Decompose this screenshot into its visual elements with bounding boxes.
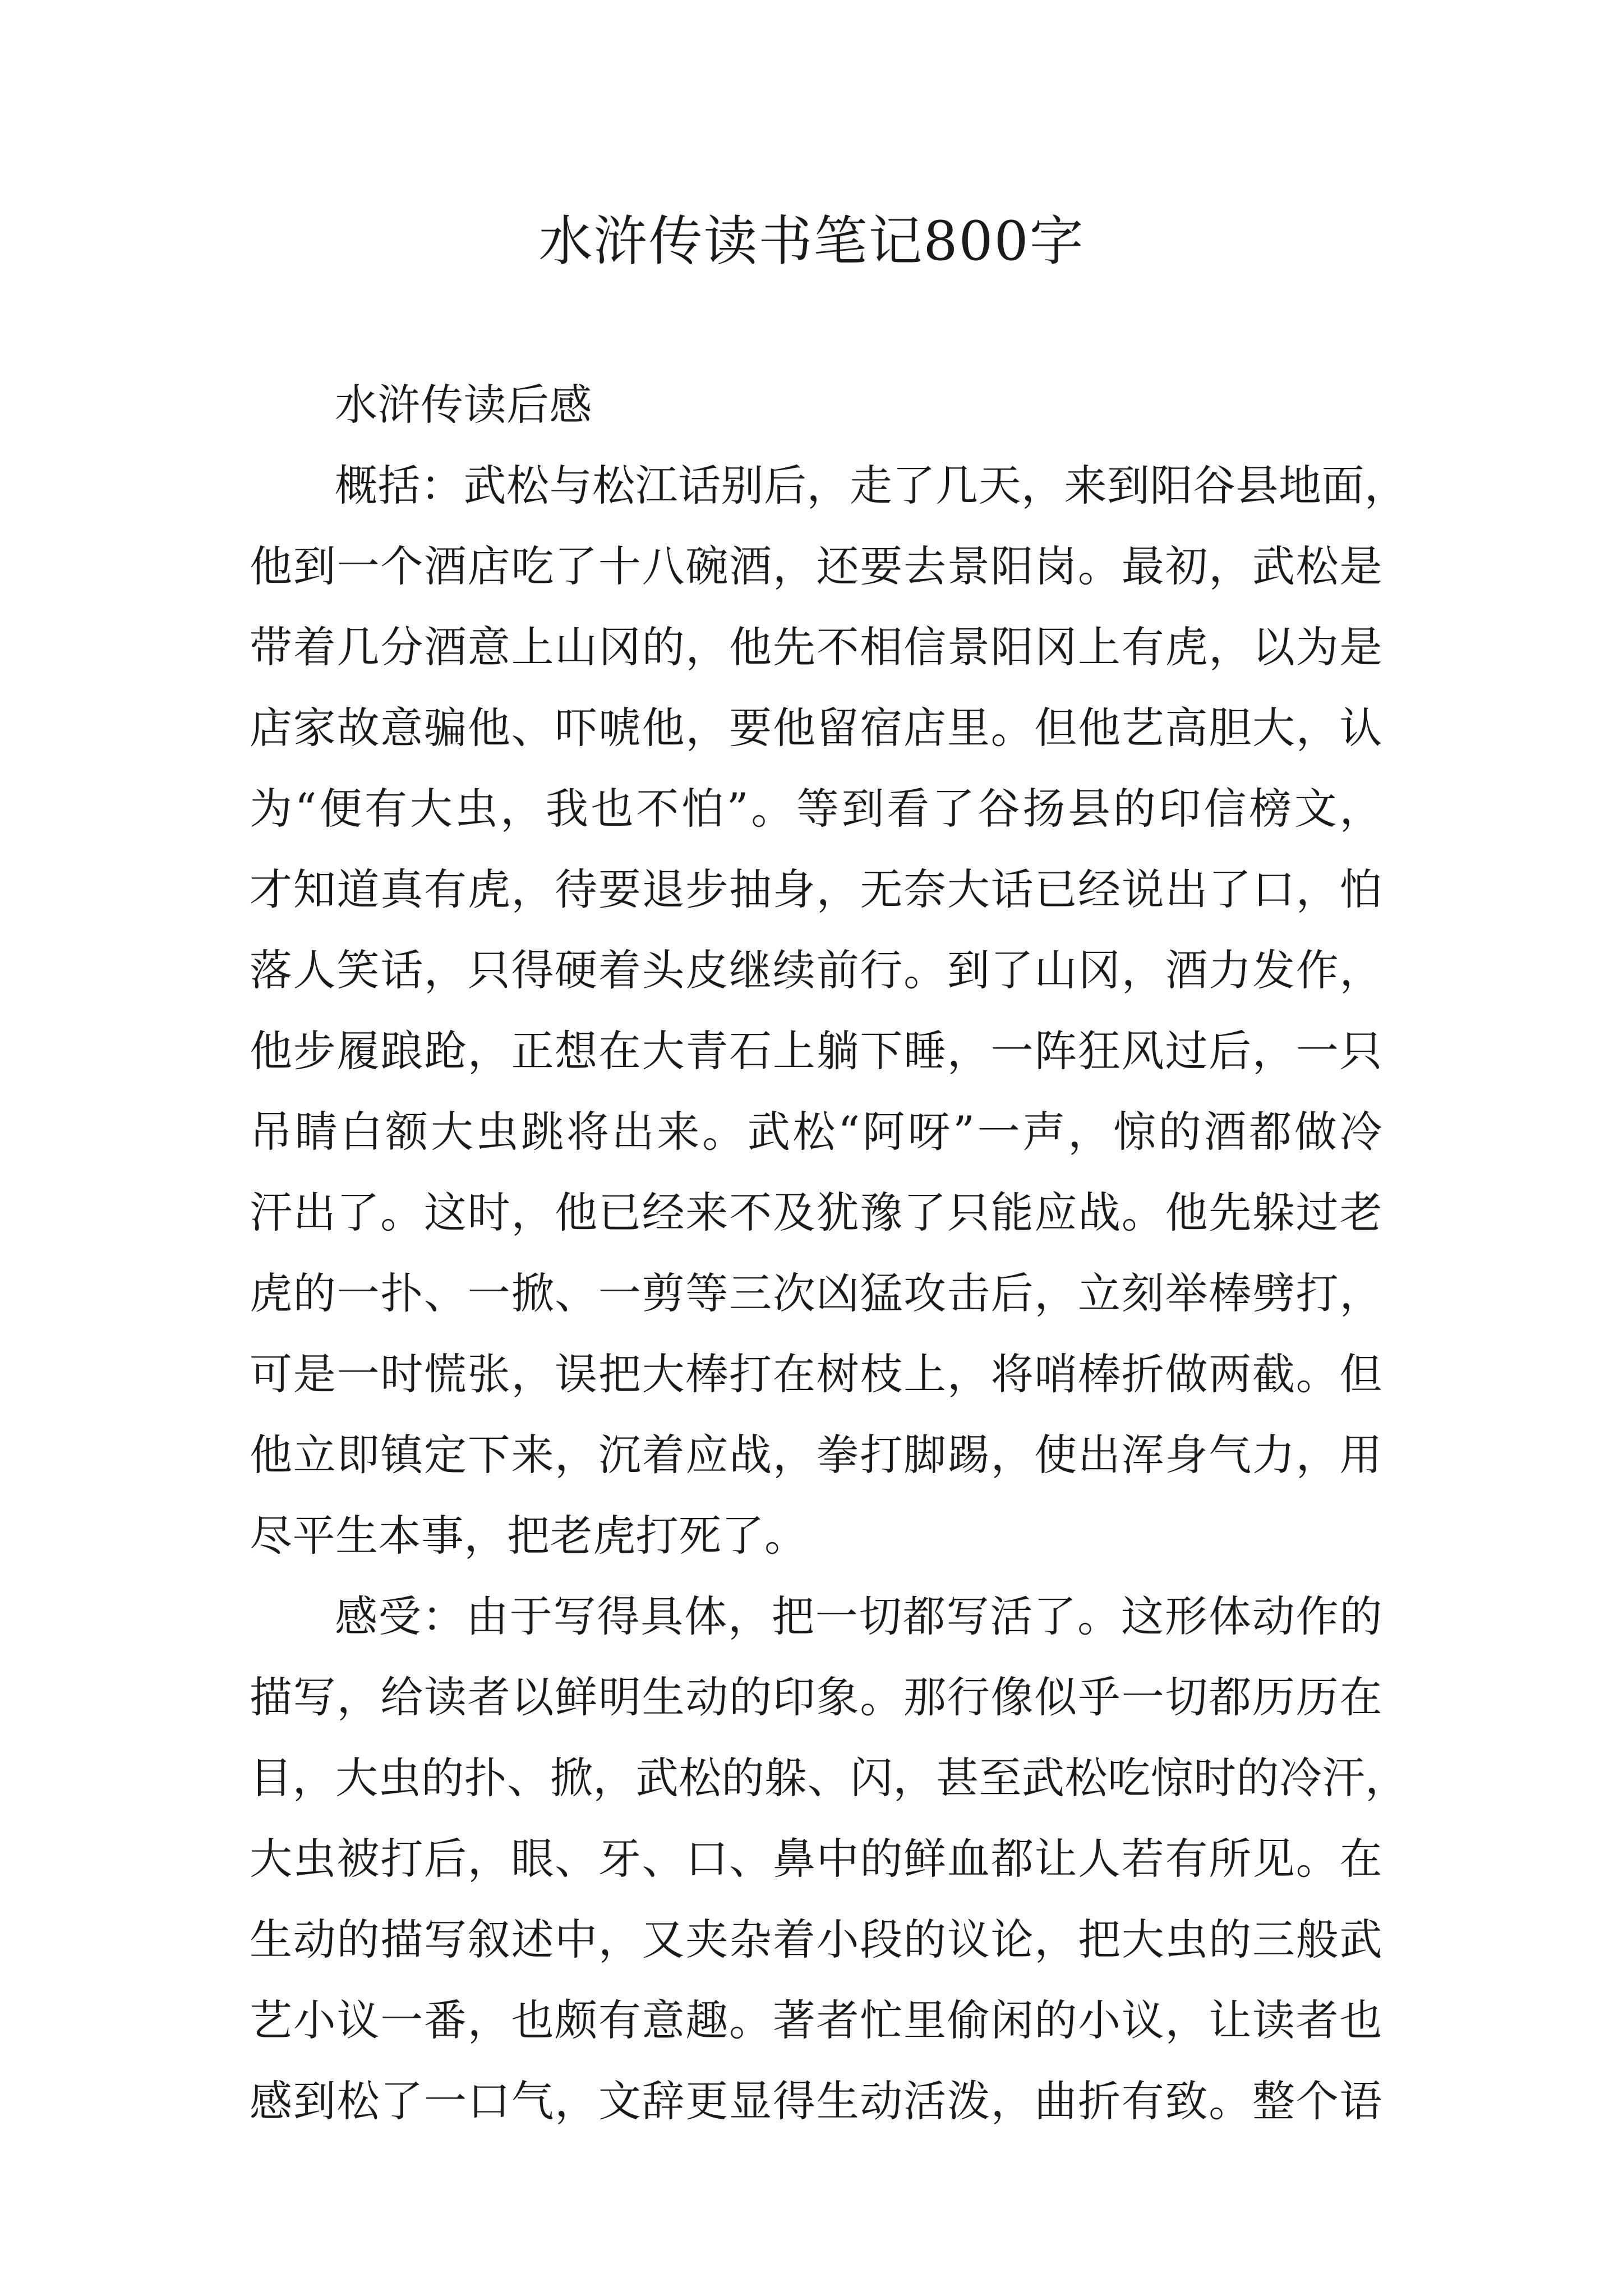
text-line: 他到一个酒店吃了十八碗酒，还要去景阳岗。最初，武松是 [250, 541, 1382, 591]
text-line: 概括：武松与松江话别后，走了几天，来到阳谷县地面， [335, 461, 1408, 510]
text-line: 他步履踉跄，正想在大青石上躺下睡，一阵狂风过后，一只 [250, 1026, 1382, 1076]
document-body [250, 365, 1408, 2142]
text-line: 他立即镇定下来，沉着应战，拳打脚踢，使出浑身气力，用 [250, 1430, 1382, 1480]
document-title: 水浒传读书笔记800字 [538, 210, 1085, 273]
text-line: 带着几分酒意上山冈的，他先不相信景阳冈上有虎，以为是 [250, 622, 1382, 672]
text-line: 虎的一扑、一掀、一剪等三次凶猛攻击后，立刻举棒劈打， [250, 1268, 1382, 1318]
text-line: 描写，给读者以鲜明生动的印象。那行像似乎一切都历历在 [250, 1672, 1382, 1722]
text-line: 生动的描写叙述中，又夹杂着小段的议论，把大虫的三般武 [250, 1915, 1382, 1964]
text-line: 大虫被打后，眼、牙、口、鼻中的鲜血都让人若有所见。在 [250, 1834, 1382, 1884]
text-line: 感到松了一口气，文辞更显得生动活泼，曲折有致。整个语 [250, 2076, 1382, 2126]
text-line: 可是一时慌张，误把大棒打在树枝上，将哨棒折做两截。但 [250, 1349, 1382, 1399]
text-line: 吊睛白额大虫跳将出来。武松“阿呀”一声，惊的酒都做冷 [250, 1107, 1382, 1157]
text-line: 尽平生本事，把老虎打死了。 [250, 1511, 808, 1561]
text-line: 店家故意骗他、吓唬他，要他留宿店里。但他艺高胆大，认 [250, 703, 1382, 753]
text-line: 为“便有大虫，我也不怕”。等到看了谷扬县的印信榜文， [250, 784, 1382, 834]
text-line: 水浒传读后感 [335, 380, 592, 430]
text-line: 汗出了。这时，他已经来不及犹豫了只能应战。他先躲过老 [250, 1188, 1382, 1237]
text-line: 感受：由于写得具体，把一切都写活了。这形体动作的 [335, 1591, 1382, 1641]
text-line: 才知道真有虎，待要退步抽身，无奈大话已经说出了口，怕 [250, 864, 1382, 914]
text-line: 艺小议一番，也颇有意趣。著者忙里偷闲的小议，让读者也 [250, 1995, 1382, 2045]
text-line: 目，大虫的扑、掀，武松的躲、闪，甚至武松吃惊时的冷汗， [250, 1753, 1408, 1803]
text-line: 落人笑话，只得硬着头皮继续前行。到了山冈，酒力发作， [250, 945, 1382, 995]
